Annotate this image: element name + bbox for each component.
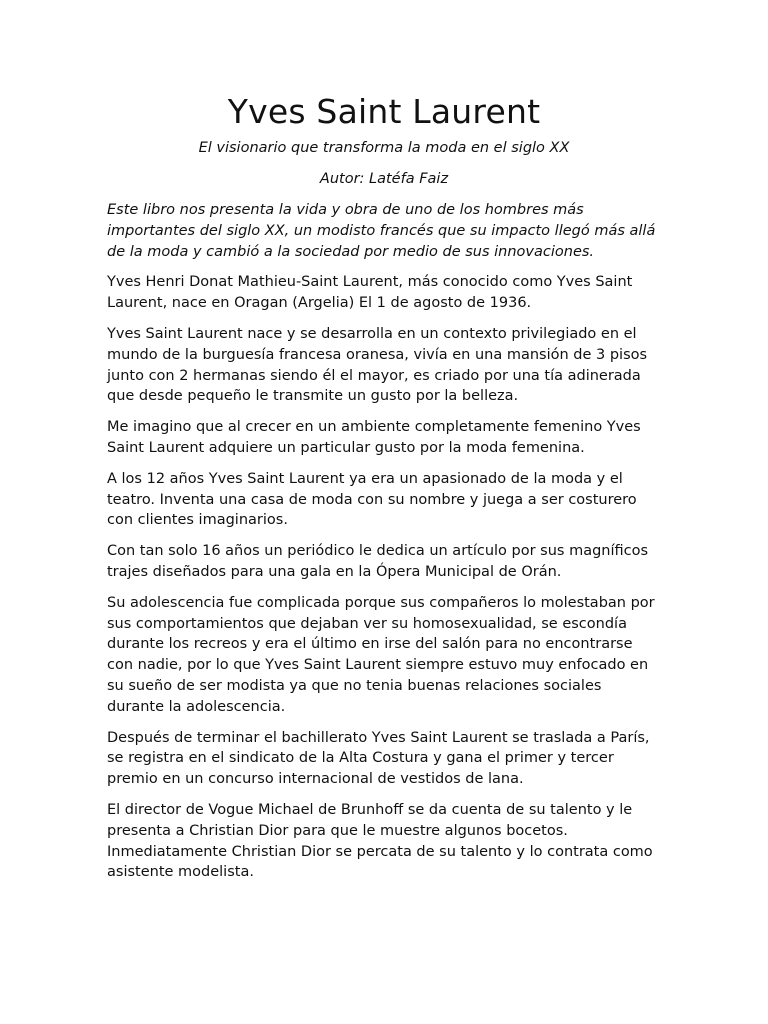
- body-paragraph-2: Yves Saint Laurent nace y se desarrolla en un contexto privilegiado en el mundo de la burguesía francesa oranesa, vivía en una mansión de 3 pisos junto con 2 hermanas siendo él el mayor, es criado por una tía adinerada que desde pequeño le transmite un gusto por la belleza.: [107, 325, 648, 405]
- document-title: Yves Saint Laurent: [227, 92, 541, 131]
- document-author: Autor: Latéfa Faiz: [319, 171, 449, 187]
- body-paragraph-3: Me imagino que al crecer en un ambiente completamente femenino Yves Saint Laurent adquiere un particular gusto por la moda femenina.: [107, 419, 641, 456]
- document-body: [107, 200, 661, 883]
- body-paragraph-7: Después de terminar el bachillerato Yves Saint Laurent se traslada a París, se registra en el sindicato de la Alta Costura y gana el primer y tercer premio en un concurso internacional de vestidos de lana.: [107, 729, 650, 788]
- body-paragraph-5: Con tan solo 16 años un periódico le dedica un artículo por sus magníficos trajes diseñados para una gala en la Ópera Municipal de Orán.: [107, 543, 649, 580]
- document-subtitle: El visionario que transforma la moda en el siglo XX: [198, 140, 570, 156]
- body-paragraph-8: El director de Vogue Michael de Brunhoff se da cuenta de su talento y le presenta a Christian Dior para que le muestre algunos bocetos. Inmediatamente Christian Dior se percata de su talento y lo contrata como asistente modelista.: [107, 801, 653, 881]
- body-paragraph-6: Su adolescencia fue complicada porque sus compañeros lo molestaban por sus comportamientos que dejaban ver su homosexualidad, se escondía durante los recreos y era el último en irse del salón para no encontrarse con nadie, por lo que Yves Saint Laurent siempre estuvo muy enfocado en su sueño de ser modista ya que no tenia buenas relaciones sociales durante la adolescencia.: [107, 594, 655, 715]
- body-paragraph-4: A los 12 años Yves Saint Laurent ya era un apasionado de la moda y el teatro. Inventa una casa de moda con su nombre y juega a ser costurero con clientes imaginarios.: [107, 470, 637, 529]
- intro-paragraph: Este libro nos presenta la vida y obra de uno de los hombres más importantes del siglo XX, un modisto francés que su impacto llegó más allá de la moda y cambió a la sociedad por medio de sus innovaciones.: [107, 202, 656, 260]
- body-paragraph-1: Yves Henri Donat Mathieu-Saint Laurent, más conocido como Yves Saint Laurent, nace en Oragan (Argelia) El 1 de agosto de 1936.: [107, 274, 633, 312]
